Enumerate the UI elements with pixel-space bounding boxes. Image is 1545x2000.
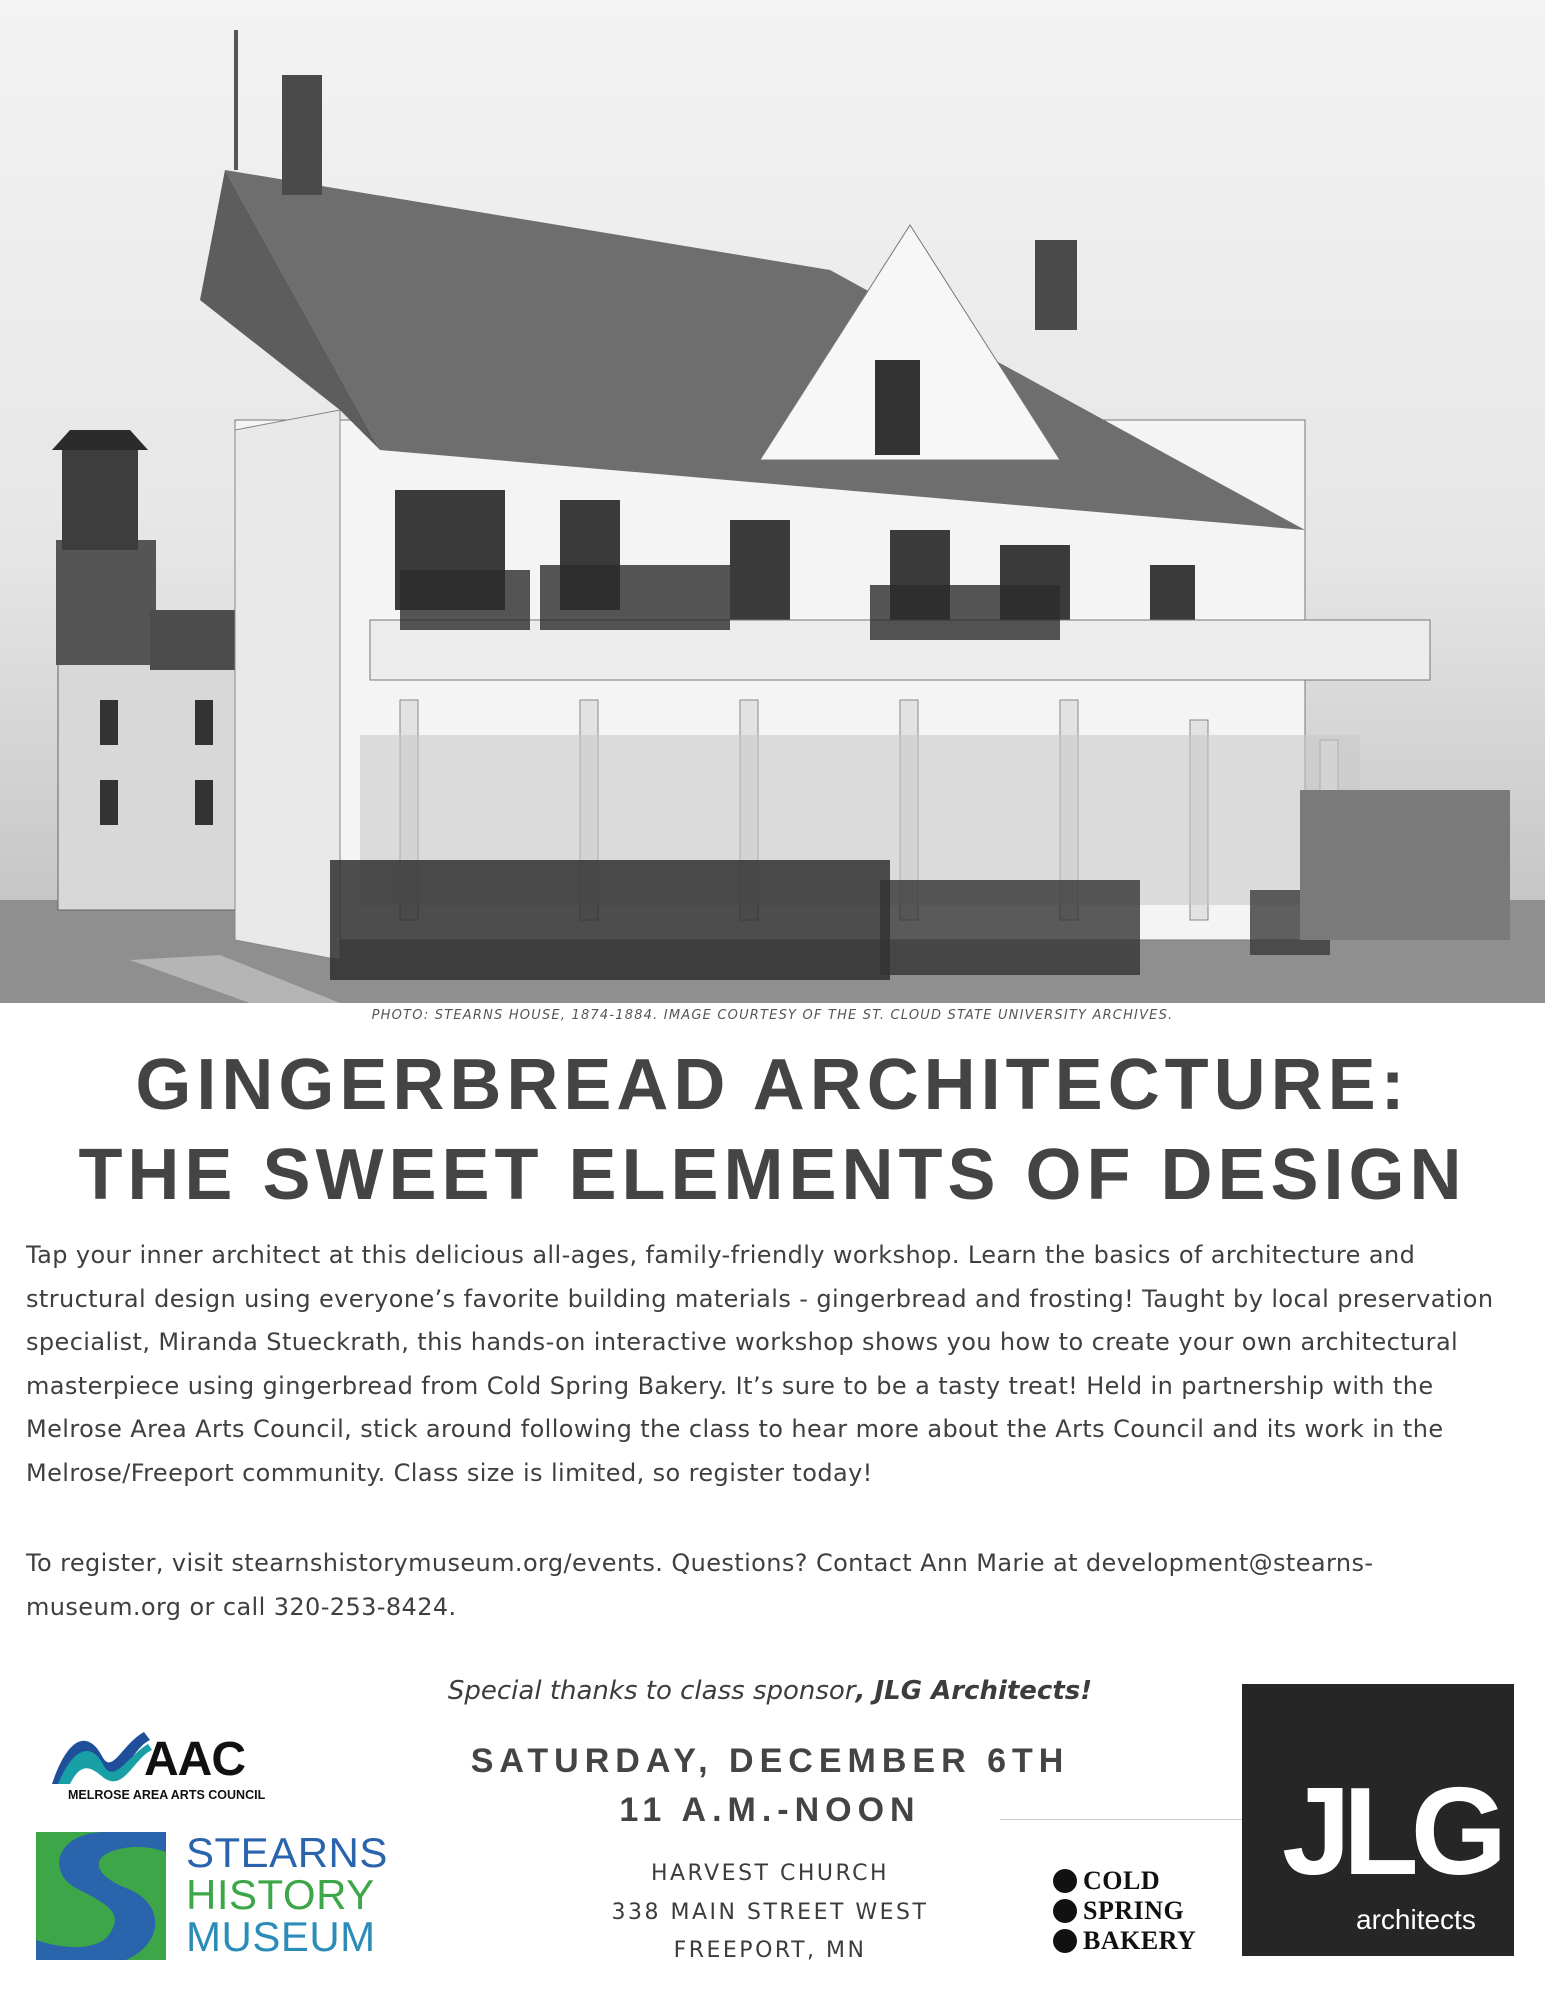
divider (1000, 1819, 1244, 1820)
bakery-icon (1053, 1869, 1077, 1893)
stearns-history-museum-logo (36, 1829, 388, 1962)
bakery-word-3: BAKERY (1083, 1926, 1197, 1955)
page-title (0, 1040, 1545, 1220)
bakery-word-2: SPRING (1083, 1896, 1185, 1925)
venue-name: HARVEST CHURCH (650, 1861, 890, 1886)
bakery-line-1 (1053, 1866, 1160, 1896)
title-line-2: THE SWEET ELEMENTS OF DESIGN (78, 1135, 1467, 1215)
maac-logo (48, 1726, 268, 1808)
jlg-architects-logo (1242, 1684, 1514, 1956)
sponsor-thanks-prefix: Special thanks to class sponsor (447, 1676, 856, 1706)
event-description: Tap your inner architect at this delicious all-ages, family-friendly workshop. Learn the basics of architecture and structural design using everyone’s favorite building materials - gingerbread and frosting! Taught by local preservation specialist, Miranda Stueckrath, this hands-on interactive workshop shows you how to create your own architectural masterpiece using gingerbread from Cold Spring Bakery. It’s sure to be a tasty treat! Held in partnership with the Melrose Area Arts Council, stick around following the class to hear more about the Arts Council and its work in the Melrose/Freeport community. Class size is limited, so register today! (26, 1241, 1494, 1487)
bakery-line-2 (1053, 1896, 1184, 1926)
maac-subtitle: MELROSE AREA ARTS COUNCIL (68, 1788, 266, 1802)
event-date: SATURDAY, DECEMBER 6TH (470, 1742, 1070, 1780)
jlg-mark: JLG (1282, 1763, 1500, 1901)
stearns-line-1: STEARNS (186, 1829, 388, 1876)
stearns-line-3: MUSEUM (186, 1913, 376, 1960)
cold-spring-bakery-logo (1053, 1866, 1223, 1958)
sponsor-name: , JLG Architects! (855, 1676, 1093, 1706)
title-line-1: GINGERBREAD ARCHITECTURE: (135, 1045, 1410, 1125)
photo-caption: PHOTO: STEARNS HOUSE, 1874-1884. IMAGE COURTESY OF THE ST. CLOUD STATE UNIVERSITY ARCHIVES. (371, 1008, 1174, 1023)
jlg-subtitle: architects (1356, 1904, 1476, 1935)
event-time: 11 A.M.-NOON (619, 1791, 921, 1829)
sponsor-thanks (360, 1676, 1180, 1706)
venue-city: FREEPORT, MN (673, 1938, 867, 1963)
stearns-wordmark (186, 1829, 388, 1960)
bakery-word-1: COLD (1083, 1866, 1161, 1895)
venue-street: 338 MAIN STREET WEST (611, 1900, 929, 1925)
maac-mark: AAC (144, 1733, 245, 1786)
registration-info: To register, visit stearnshistorymuseum.org/events. Questions? Contact Ann Marie at development@stearns-museum.org or call 320-253-8424. (26, 1549, 1374, 1621)
bakery-icon (1053, 1929, 1077, 1953)
maac-wave-icon (48, 1726, 158, 1788)
stearns-line-2: HISTORY (186, 1871, 375, 1918)
stearns-s-icon (36, 1832, 176, 1962)
bakery-line-3 (1053, 1926, 1196, 1956)
bakery-icon (1053, 1899, 1077, 1923)
